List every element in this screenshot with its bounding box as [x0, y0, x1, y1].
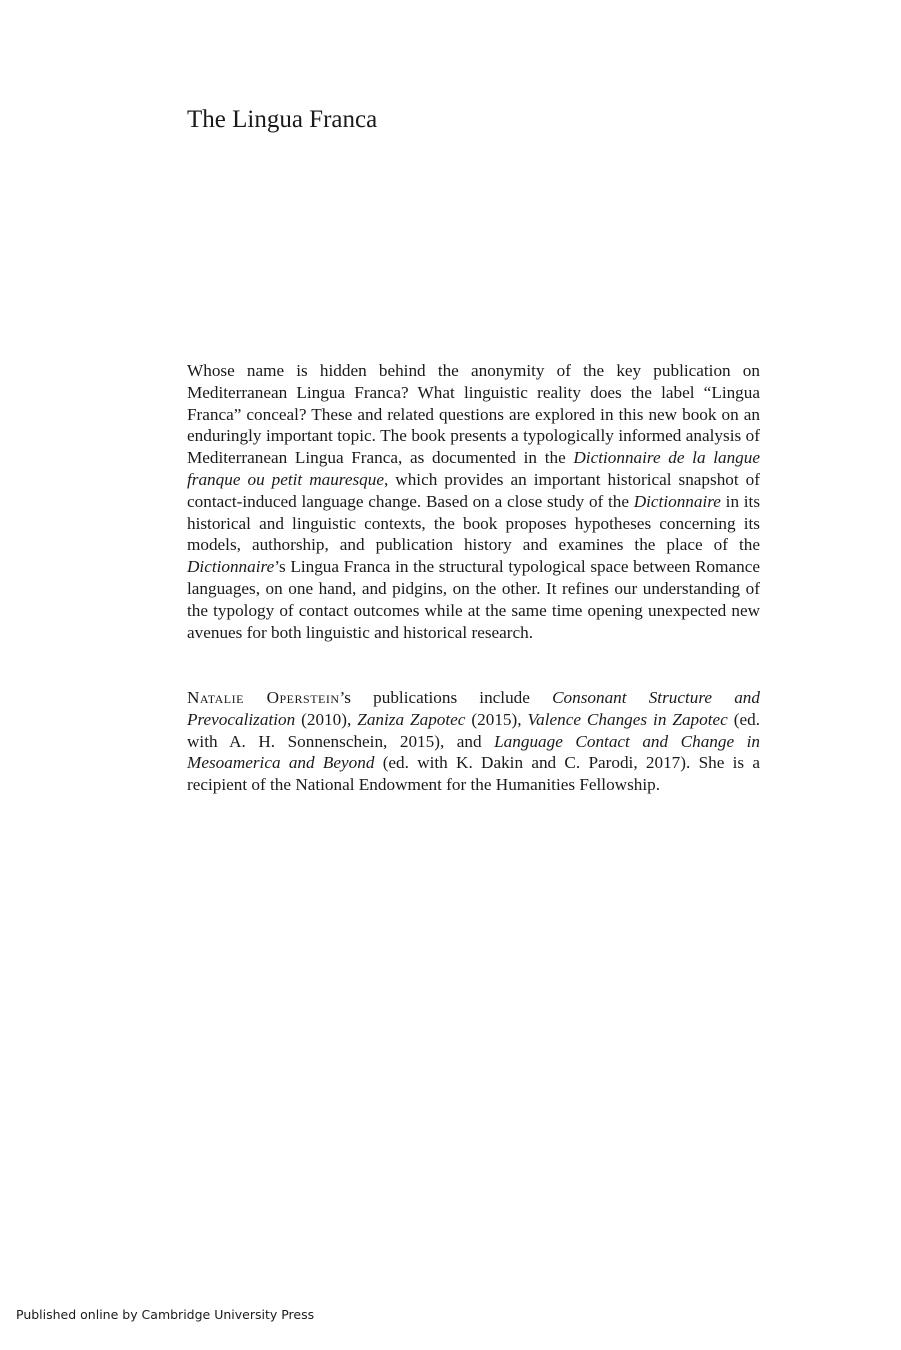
dictionnaire-full-title: Dictionnaire de la langue franque ou petit mauresque: [187, 448, 760, 489]
bio-text-5: (ed. with K. Dakin and C. Parodi, 2017). She is a recipient of the National Endowment for the Humanities Fellowship.: [187, 753, 760, 795]
dictionnaire-title-1: Dictionnaire: [633, 491, 721, 511]
book-title-4: Language Contact and Change in Mesoamerica and Beyond: [187, 731, 760, 773]
description-text-4: ’s Lingua Franca in the structural typological space between Romance languages, on one hand, and pidgins, on the other. It refines our understanding of the typology of contact outcomes while at the same time opening unexpected new avenues for both linguistic and historical research.: [187, 557, 760, 642]
author-name: Natalie Operstein: [187, 688, 340, 707]
bio-text-1: ’s publications include: [339, 688, 553, 707]
bio-text-2: (2010),: [295, 709, 358, 729]
book-title-1: Consonant Structure and Prevocalization: [187, 688, 760, 729]
bio-text-3: (2015),: [465, 709, 528, 729]
book-description: [187, 360, 760, 643]
description-text-2: , which provides an important historical snapshot of contact-induced language change. Based on a close study of the: [187, 469, 760, 511]
bio-text-4: (ed. with A. H. Sonnenschein, 2015), and: [187, 709, 760, 751]
author-bio: [187, 687, 760, 796]
description-text-3: in its historical and linguistic contexts, the book proposes hypotheses concerning its models, authorship, and publication history and examines the place of the: [187, 491, 761, 555]
description-text-1: Whose name is hidden behind the anonymity of the key publication on Mediterranean Lingua Franca? What linguistic reality does the label “Lingua Franca” conceal? These and related questions are explored in this new book on an enduringly important topic. The book presents a typologically informed analysis of Mediterranean Lingua Franca, as documented in the: [187, 361, 760, 468]
book-title-2: Zaniza Zapotec: [357, 709, 466, 729]
publisher-footer: Published online by Cambridge University Press: [16, 1307, 315, 1322]
book-title: The Lingua Franca: [187, 106, 378, 133]
dictionnaire-title-2: Dictionnaire: [187, 557, 275, 577]
book-title-3: Valence Changes in Zapotec: [527, 709, 728, 729]
